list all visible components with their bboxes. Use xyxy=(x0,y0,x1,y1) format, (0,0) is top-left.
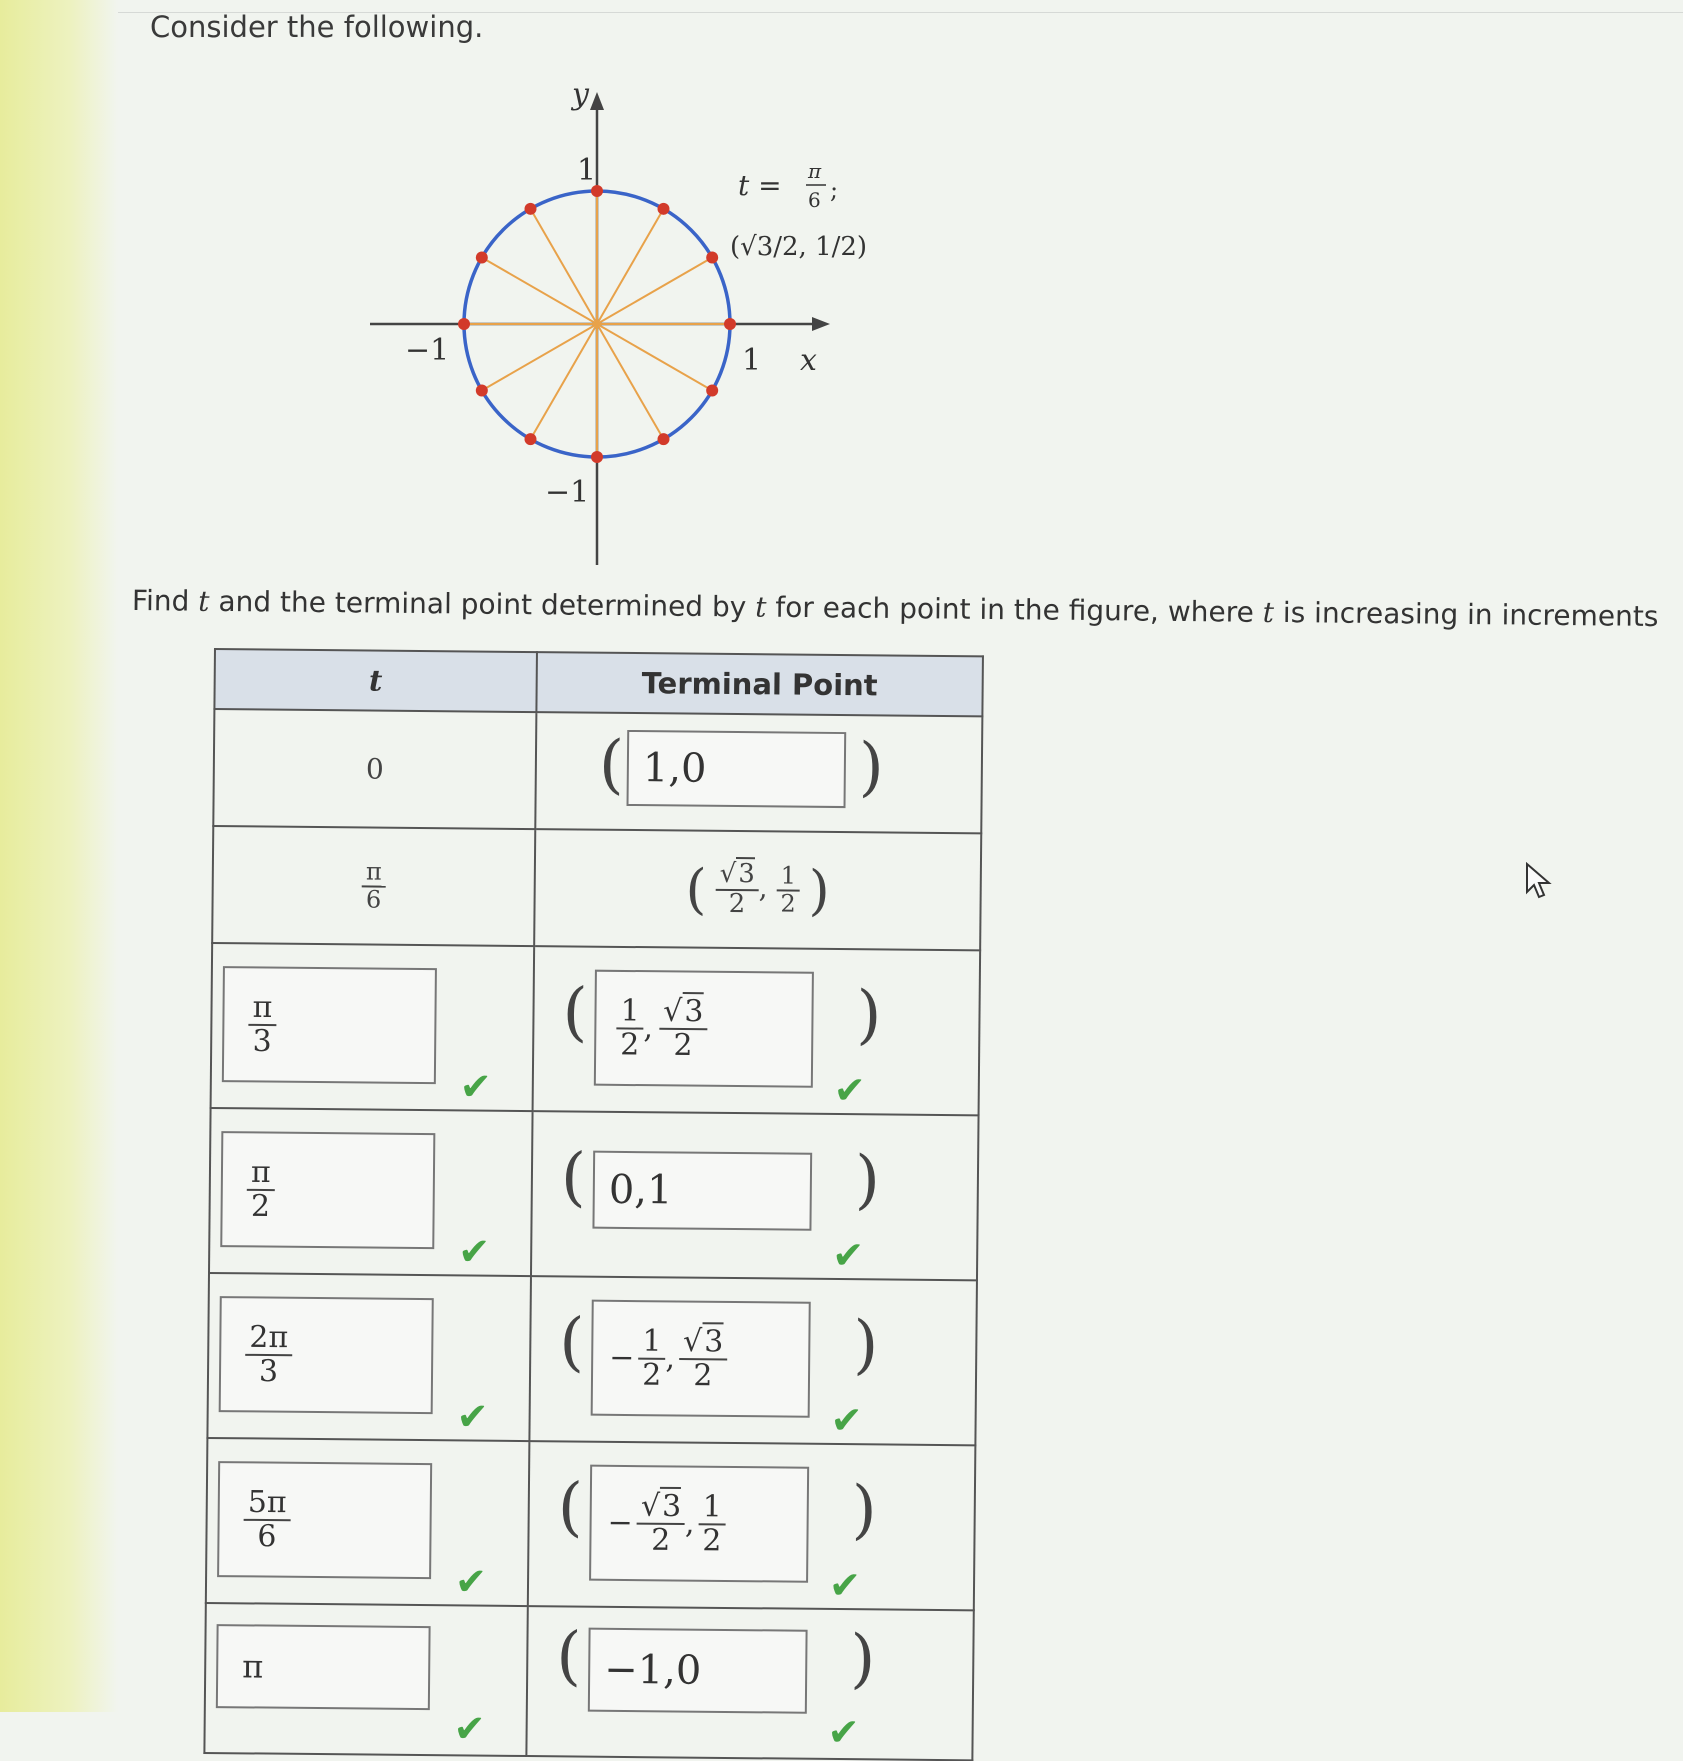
sqrt-symbol: √ xyxy=(640,1488,661,1524)
t-answer-value: π xyxy=(242,1647,264,1686)
table-row xyxy=(209,1108,979,1280)
fraction-denominator: 2 xyxy=(642,1357,662,1393)
table-row xyxy=(207,1273,977,1445)
comma: , xyxy=(684,1506,695,1542)
close-paren: ) xyxy=(856,978,882,1053)
spoke-line xyxy=(531,324,598,439)
annotation-t-equals: t = xyxy=(738,169,782,202)
correct-check-icon: ✔ xyxy=(828,1562,862,1608)
annotation-semicolon: ; xyxy=(830,176,839,204)
terminal-point-dot xyxy=(525,203,537,215)
correct-check-icon: ✔ xyxy=(833,1067,866,1113)
fraction-numerator: 1 xyxy=(699,1491,726,1525)
spoke-line xyxy=(597,324,664,439)
unit-circle-figure xyxy=(360,80,880,580)
table-row xyxy=(213,709,982,833)
fraction-denominator: 2 xyxy=(693,1357,713,1393)
question-prompt: Consider the following. xyxy=(150,10,484,44)
close-paren: ) xyxy=(852,1308,879,1383)
point-answer-input[interactable] xyxy=(588,1628,808,1714)
tick-label-x-pos: 1 xyxy=(742,343,762,378)
point-answer-value: 0,1 xyxy=(608,1166,673,1214)
t-fraction xyxy=(362,857,386,914)
point-answer-input[interactable] xyxy=(591,1300,811,1418)
fraction-numerator: 1 xyxy=(777,864,801,891)
instruction-part: Find xyxy=(131,584,199,618)
mouse-cursor-icon xyxy=(1524,862,1554,906)
close-paren: ) xyxy=(854,1143,881,1218)
terminal-point-dot xyxy=(706,252,718,264)
fraction-numerator: 5π xyxy=(244,1487,291,1521)
sqrt-symbol: √ xyxy=(682,1324,703,1360)
point-fraction-x xyxy=(638,1323,666,1393)
t-value: 0 xyxy=(365,752,384,786)
correct-check-icon: ✔ xyxy=(456,1394,489,1439)
point-cell xyxy=(528,1441,976,1610)
t-cell xyxy=(207,1273,531,1441)
terminal-point-dot xyxy=(658,433,670,445)
point-fraction-y xyxy=(698,1491,726,1556)
table-row xyxy=(212,826,981,950)
t-cell xyxy=(213,709,536,829)
t-answer-input[interactable] xyxy=(216,1624,431,1710)
correct-check-icon: ✔ xyxy=(453,1706,486,1751)
minus-sign: − xyxy=(609,1340,635,1376)
open-paren: ( xyxy=(562,975,588,1050)
fraction-denominator: 2 xyxy=(702,1522,722,1558)
spoke-line xyxy=(482,324,597,391)
spoke-line xyxy=(597,258,712,325)
fraction-numerator: 1 xyxy=(638,1326,665,1360)
terminal-point-dot xyxy=(476,385,488,397)
point-cell xyxy=(535,712,982,833)
instruction-part: is increasing in increments xyxy=(1273,595,1659,633)
instruction-var: t xyxy=(755,590,767,624)
point-fraction-y xyxy=(659,993,708,1063)
fraction-denominator: 3 xyxy=(252,1023,272,1059)
answer-table xyxy=(203,648,984,1761)
sqrt-symbol: √ xyxy=(719,859,737,890)
sqrt-radicand: 3 xyxy=(702,1322,723,1359)
fraction-numerator: π xyxy=(362,860,386,887)
close-paren: ) xyxy=(808,858,831,922)
spoke-line xyxy=(482,258,597,325)
spoke-line xyxy=(531,209,598,324)
fraction-numerator: 2π xyxy=(245,1322,292,1356)
fraction-denominator: 2 xyxy=(780,888,796,918)
fraction-denominator: 2 xyxy=(620,1026,640,1063)
terminal-point-dot xyxy=(658,203,670,215)
terminal-point-dot xyxy=(476,252,488,264)
point-answer-value: 1,0 xyxy=(642,745,707,792)
sqrt-radicand: 3 xyxy=(660,1487,681,1524)
x-axis-label: x xyxy=(800,343,817,378)
terminal-point-dot xyxy=(724,318,736,330)
fraction-numerator: π xyxy=(247,1157,275,1191)
t-fraction xyxy=(246,1154,274,1224)
annotation-pi: π xyxy=(808,159,822,183)
y-axis-label: y xyxy=(572,80,589,112)
point-answer-input[interactable] xyxy=(589,1465,809,1583)
instruction-part: and the terminal point determined by xyxy=(209,584,756,624)
point-cell xyxy=(526,1606,973,1760)
correct-check-icon: ✔ xyxy=(459,1064,492,1109)
sqrt-radicand: 3 xyxy=(736,857,755,889)
point-answer-value: −1,0 xyxy=(603,1646,702,1694)
t-fraction xyxy=(248,989,276,1059)
close-paren: ) xyxy=(858,730,885,805)
point-fraction-x xyxy=(715,861,759,918)
point-fraction-y xyxy=(776,861,800,918)
instruction-var: t xyxy=(198,584,210,618)
fraction-denominator: 6 xyxy=(365,884,382,914)
instruction-var: t xyxy=(1262,595,1275,629)
fraction-denominator: 6 xyxy=(257,1518,277,1554)
annotation-point: (√3/2, 1/2) xyxy=(730,232,868,262)
point-cell xyxy=(534,829,981,950)
fraction-denominator: 3 xyxy=(258,1353,279,1389)
correct-check-icon: ✔ xyxy=(827,1709,860,1755)
comma: , xyxy=(758,871,768,905)
answer-table-wrapper xyxy=(203,648,984,1761)
table-row xyxy=(206,1438,976,1610)
tick-label-y-neg: −1 xyxy=(545,475,590,510)
correct-check-icon: ✔ xyxy=(458,1229,491,1274)
open-paren: ( xyxy=(598,727,625,802)
x-axis-arrow xyxy=(812,317,830,331)
correct-check-icon: ✔ xyxy=(830,1397,863,1443)
correct-check-icon: ✔ xyxy=(831,1232,865,1278)
t-fraction xyxy=(243,1484,290,1554)
annotation-6: 6 xyxy=(808,188,821,212)
terminal-point-dot xyxy=(591,451,603,463)
y-axis-arrow xyxy=(590,92,604,110)
t-cell xyxy=(209,1108,533,1276)
instruction-part: for each point in the figure, where xyxy=(766,590,1263,629)
t-fraction xyxy=(245,1319,292,1389)
point-cell xyxy=(533,946,981,1115)
minus-sign: − xyxy=(607,1505,633,1541)
terminal-point-dot xyxy=(706,385,718,397)
unit-circle-svg xyxy=(360,80,880,580)
point-fraction-x xyxy=(616,993,644,1063)
t-answer-input[interactable] xyxy=(217,1461,432,1579)
t-answer-input[interactable] xyxy=(220,1131,435,1249)
point-fraction-y xyxy=(679,1326,728,1391)
terminal-point-dot xyxy=(458,318,470,330)
open-paren: ( xyxy=(685,857,707,921)
instruction-text xyxy=(132,584,1659,633)
fraction-numerator: π xyxy=(248,992,276,1026)
point-cell xyxy=(529,1276,977,1445)
t-answer-input[interactable] xyxy=(219,1296,434,1414)
close-paren: ) xyxy=(849,1622,876,1697)
terminal-point-dot xyxy=(525,433,537,445)
point-fraction-x xyxy=(636,1488,685,1558)
page-margin-strip xyxy=(0,0,118,1712)
t-answer-input[interactable] xyxy=(222,966,437,1084)
column-header-t: t xyxy=(214,649,537,712)
fraction-denominator: 2 xyxy=(673,1027,693,1063)
fraction-denominator: 2 xyxy=(728,888,746,919)
fraction-numerator: 1 xyxy=(616,995,643,1029)
point-answer-input[interactable] xyxy=(594,970,814,1088)
tick-label-y-pos: 1 xyxy=(577,153,597,188)
point-answer-input[interactable] xyxy=(627,730,847,808)
spoke-line xyxy=(597,209,664,324)
t-cell xyxy=(204,1603,527,1756)
comma: , xyxy=(643,1010,654,1046)
point-cell xyxy=(531,1111,979,1280)
sqrt-symbol: √ xyxy=(663,993,683,1030)
spoke-line xyxy=(597,324,712,391)
t-cell xyxy=(212,826,535,946)
open-paren: ( xyxy=(558,1305,585,1380)
open-paren: ( xyxy=(557,1470,584,1545)
table-row xyxy=(211,943,981,1115)
comma: , xyxy=(665,1340,676,1376)
open-paren: ( xyxy=(555,1619,582,1694)
table-row xyxy=(204,1603,973,1760)
fraction-denominator: 2 xyxy=(650,1522,671,1558)
t-cell xyxy=(211,943,535,1111)
open-paren: ( xyxy=(560,1140,587,1215)
t-cell xyxy=(206,1438,530,1606)
column-header-terminal-point: Terminal Point xyxy=(536,652,983,716)
fraction-denominator: 2 xyxy=(250,1188,271,1224)
close-paren: ) xyxy=(851,1473,878,1548)
sqrt-radicand: 3 xyxy=(682,992,703,1029)
point-answer-input[interactable] xyxy=(592,1151,812,1231)
correct-check-icon: ✔ xyxy=(454,1559,488,1604)
tick-label-x-neg: −1 xyxy=(405,333,450,368)
